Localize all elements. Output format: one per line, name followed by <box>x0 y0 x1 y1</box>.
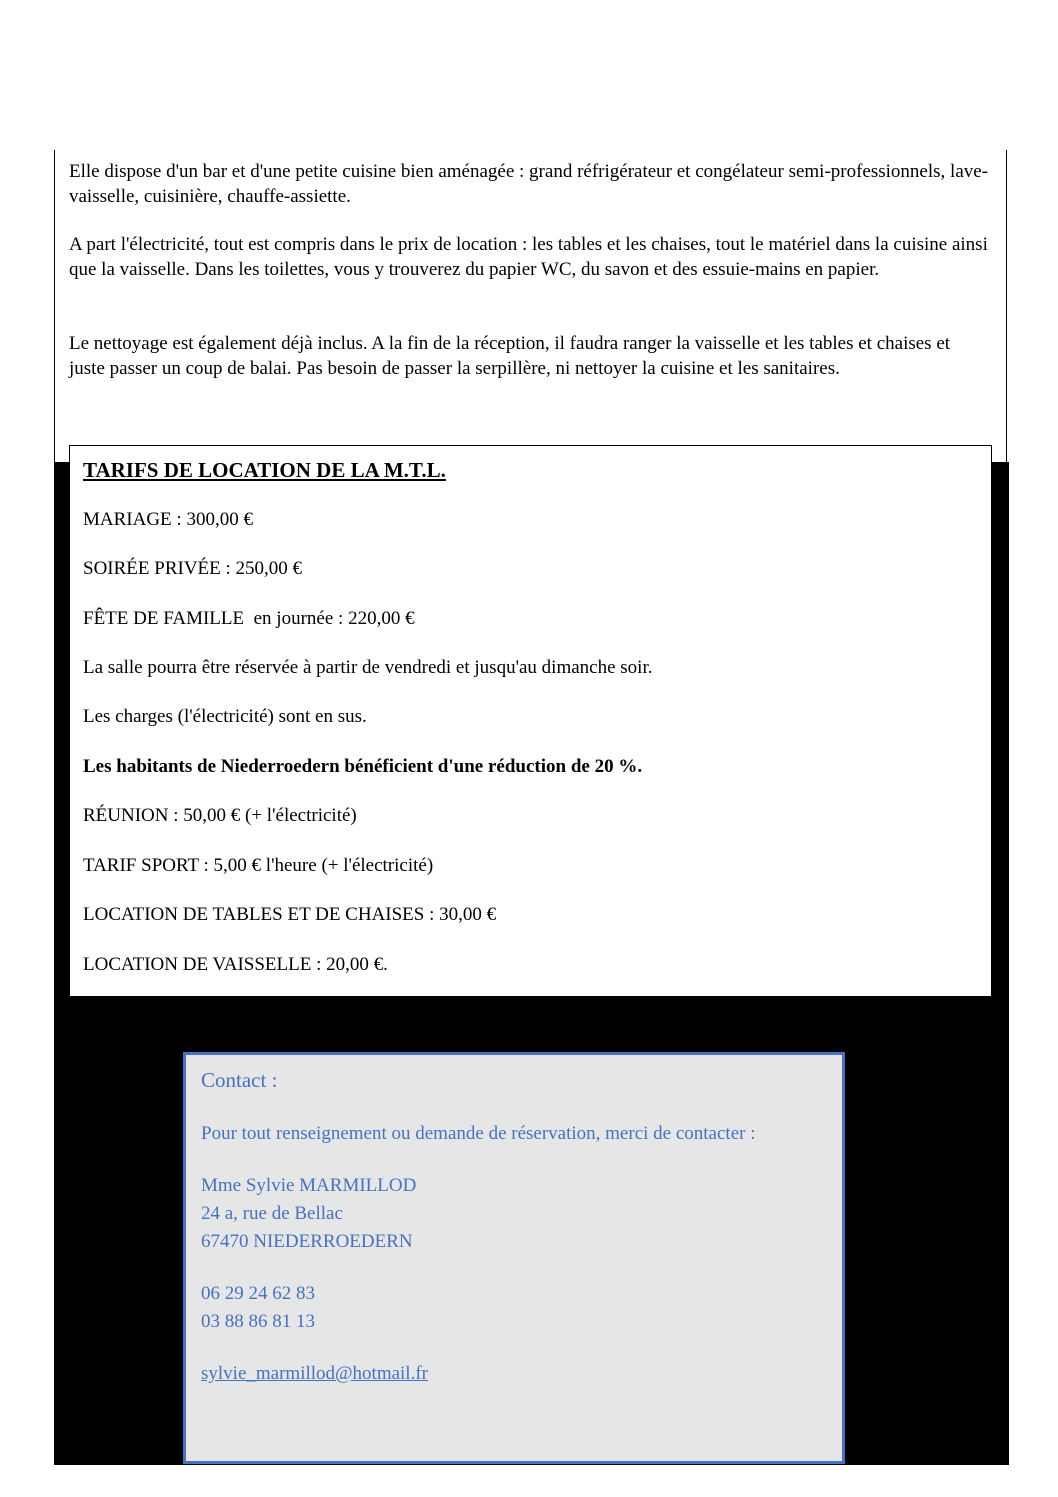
tarifs-title: TARIFS DE LOCATION DE LA M.T.L. <box>83 458 446 482</box>
reservation-note: La salle pourra être réservée à partir de vendredi et jusqu'au dimanche soir. <box>83 657 653 678</box>
contact-email-link[interactable]: sylvie_marmillod@hotmail.fr <box>201 1363 428 1384</box>
tarif-mariage: MARIAGE : 300,00 € <box>83 509 253 530</box>
tarif-soiree: SOIRÉE PRIVÉE : 250,00 € <box>83 558 303 579</box>
tarif-reunion: RÉUNION : 50,00 € (+ l'électricité) <box>83 805 357 826</box>
intro-paragraph-cleaning: Le nettoyage est également déjà inclus. A la fin de la réception, il faudra ranger la vaisselle et les tables et chaises et juste passer un coup de balai. Pas besoin de passer la serpillère, ni nettoyer la cuisine et les sanitaires. <box>69 333 951 379</box>
reduction-note: Les habitants de Niederroedern bénéficient d'une réduction de 20 %. <box>83 756 643 777</box>
contact-box <box>183 1052 845 1464</box>
tarif-vaisselle: LOCATION DE VAISSELLE : 20,00 €. <box>83 954 388 975</box>
intro-section <box>54 150 1007 462</box>
contact-street: 24 a, rue de Bellac <box>201 1203 343 1224</box>
contact-phone-landline: 03 88 86 81 13 <box>201 1311 315 1332</box>
intro-paragraph-kitchen: Elle dispose d'un bar et d'une petite cuisine bien aménagée : grand réfrigérateur et congélateur semi-professionnels, lave-vaisselle, cuisinière, chauffe-assiette. <box>69 161 989 207</box>
tarif-fete: FÊTE DE FAMILLE en journée : 220,00 € <box>83 608 415 629</box>
contact-phone-mobile: 06 29 24 62 83 <box>201 1283 315 1304</box>
contact-intro: Pour tout renseignement ou demande de réservation, merci de contacter : <box>201 1123 756 1144</box>
tarif-sport: TARIF SPORT : 5,00 € l'heure (+ l'électricité) <box>83 855 434 876</box>
contact-city: 67470 NIEDERROEDERN <box>201 1231 413 1252</box>
contact-heading: Contact : <box>201 1068 278 1092</box>
charges-note: Les charges (l'électricité) sont en sus. <box>83 706 367 727</box>
contact-name: Mme Sylvie MARMILLOD <box>201 1175 417 1196</box>
tarif-tables: LOCATION DE TABLES ET DE CHAISES : 30,00 € <box>83 904 497 925</box>
intro-paragraph-included: A part l'électricité, tout est compris dans le prix de location : les tables et les chaises, tout le matériel dans la cuisine ainsi que la vaisselle. Dans les toilettes, vous y trouverez du papier WC, du savon et des essuie-mains en papier. <box>69 234 988 280</box>
tarifs-box <box>69 445 992 997</box>
